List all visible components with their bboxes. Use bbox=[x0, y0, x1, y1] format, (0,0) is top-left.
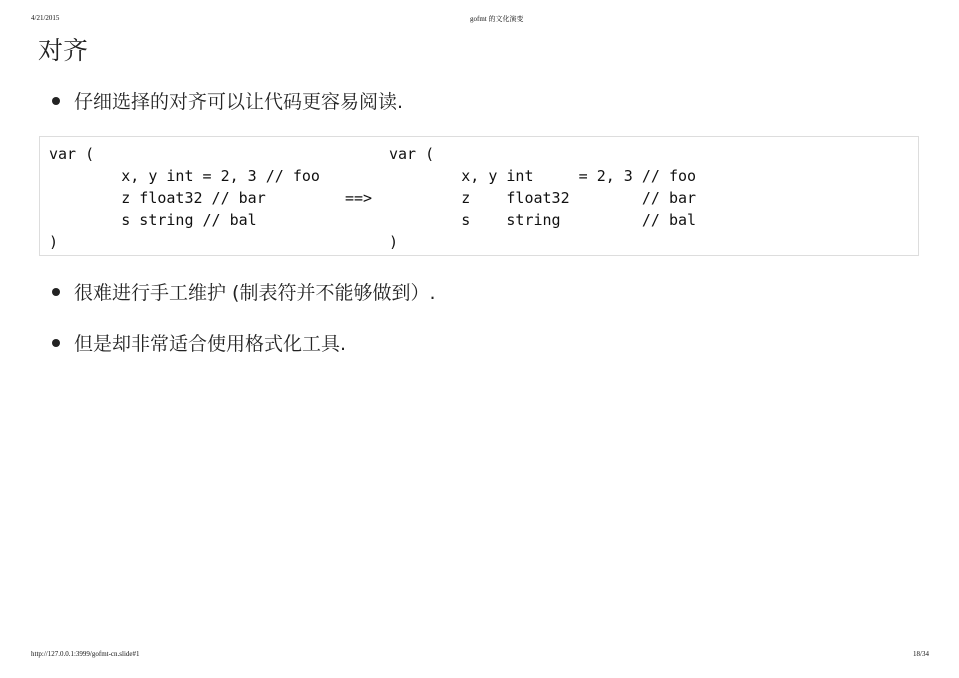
code-line-left: s string // bal bbox=[49, 211, 257, 229]
code-arrow: ==> bbox=[345, 189, 373, 207]
header-date: 4/21/2015 bbox=[31, 14, 60, 22]
code-line-left: ) bbox=[49, 233, 59, 251]
bullet-item bbox=[52, 280, 436, 306]
code-line-left: var ( bbox=[49, 145, 95, 163]
bullet-text: 很难进行手工维护 (制表符并不能够做到）. bbox=[74, 282, 436, 304]
slide-title: 对齐 bbox=[38, 36, 89, 65]
bullet-dot-icon bbox=[52, 339, 60, 347]
bullet-dot-icon bbox=[52, 97, 60, 105]
footer-url[interactable]: http://127.0.0.1:3999/gofmt-cn.slide#1 bbox=[31, 650, 140, 658]
code-line-left: x, y int = 2, 3 // foo bbox=[49, 167, 320, 185]
code-line-right: var ( bbox=[389, 145, 435, 163]
code-line-right: s string // bal bbox=[389, 211, 697, 229]
code-block bbox=[39, 136, 919, 256]
bullet-text: 仔细选择的对齐可以让代码更容易阅读. bbox=[74, 91, 404, 113]
bullet-item bbox=[52, 89, 403, 115]
code-line-right: x, y int = 2, 3 // foo bbox=[389, 167, 697, 185]
code-line-right: z float32 // bar bbox=[389, 189, 697, 207]
header-document-title: gofmt 的文化演变 bbox=[470, 15, 524, 23]
code-line-left: z float32 // bar bbox=[49, 189, 266, 207]
code-line-right: ) bbox=[389, 233, 399, 251]
bullet-text: 但是却非常适合使用格式化工具. bbox=[74, 333, 347, 355]
footer-page-number: 18/34 bbox=[913, 650, 929, 658]
bullet-item bbox=[52, 331, 346, 357]
bullet-dot-icon bbox=[52, 288, 60, 296]
